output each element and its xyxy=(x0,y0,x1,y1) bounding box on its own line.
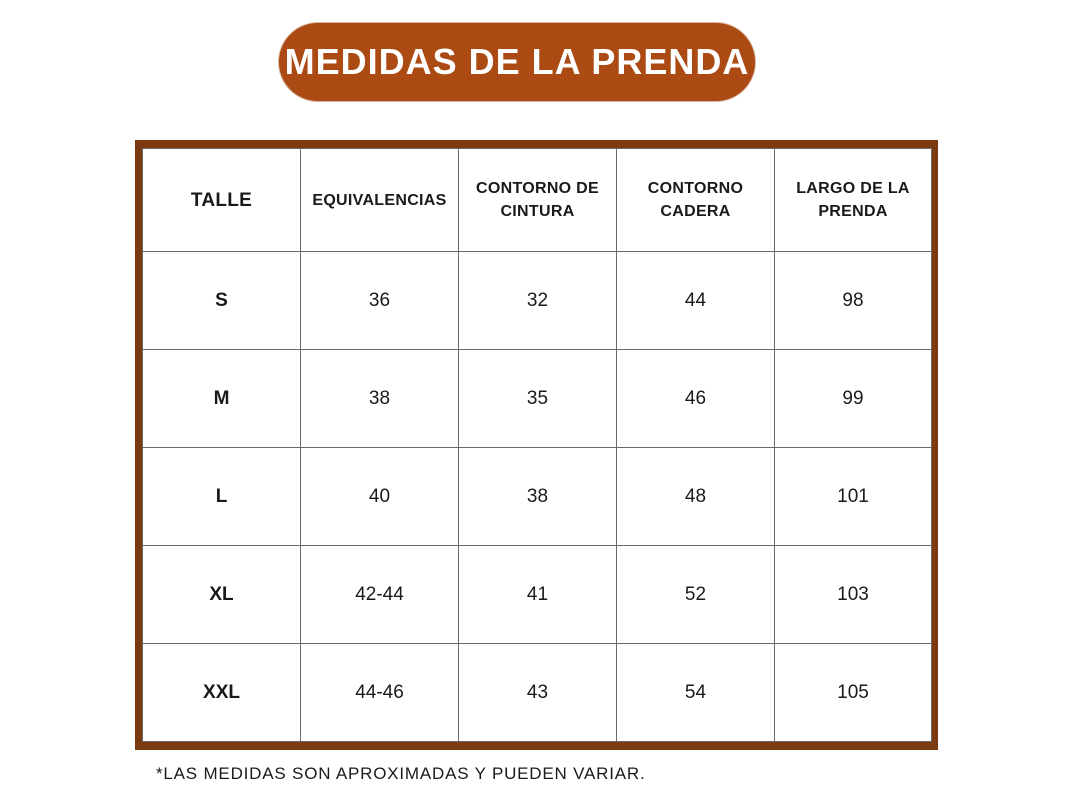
header-contorno-cadera: CONTORNO CADERA xyxy=(617,149,775,252)
cadera-cell: 48 xyxy=(617,448,775,546)
footnote: *LAS MEDIDAS SON APROXIMADAS Y PUEDEN VARIAR. xyxy=(156,764,646,783)
size-cell: M xyxy=(143,350,301,448)
cintura-cell: 43 xyxy=(459,644,617,742)
largo-cell: 105 xyxy=(775,644,932,742)
table-row xyxy=(143,644,932,742)
table-row xyxy=(143,252,932,350)
equivalencias-cell: 44-46 xyxy=(301,644,459,742)
size-cell: L xyxy=(143,448,301,546)
size-table xyxy=(142,148,932,742)
table-row xyxy=(143,448,932,546)
cadera-cell: 44 xyxy=(617,252,775,350)
table-header-row xyxy=(143,149,932,252)
equivalencias-cell: 42-44 xyxy=(301,546,459,644)
largo-cell: 101 xyxy=(775,448,932,546)
cintura-cell: 38 xyxy=(459,448,617,546)
size-table-frame xyxy=(135,140,938,750)
equivalencias-cell: 40 xyxy=(301,448,459,546)
cintura-cell: 32 xyxy=(459,252,617,350)
cadera-cell: 52 xyxy=(617,546,775,644)
largo-cell: 99 xyxy=(775,350,932,448)
size-cell: XXL xyxy=(143,644,301,742)
header-contorno-cintura: CONTORNO DE CINTURA xyxy=(459,149,617,252)
table-row xyxy=(143,350,932,448)
largo-cell: 103 xyxy=(775,546,932,644)
largo-cell: 98 xyxy=(775,252,932,350)
header-equivalencias: EQUIVALENCIAS xyxy=(301,149,459,252)
equivalencias-cell: 36 xyxy=(301,252,459,350)
equivalencias-cell: 38 xyxy=(301,350,459,448)
size-cell: XL xyxy=(143,546,301,644)
header-talle: TALLE xyxy=(143,149,301,252)
cadera-cell: 54 xyxy=(617,644,775,742)
cintura-cell: 41 xyxy=(459,546,617,644)
header-largo-prenda: LARGO DE LA PRENDA xyxy=(775,149,932,252)
cadera-cell: 46 xyxy=(617,350,775,448)
table-row xyxy=(143,546,932,644)
cintura-cell: 35 xyxy=(459,350,617,448)
size-cell: S xyxy=(143,252,301,350)
page-title: MEDIDAS DE LA PRENDA xyxy=(278,22,756,102)
